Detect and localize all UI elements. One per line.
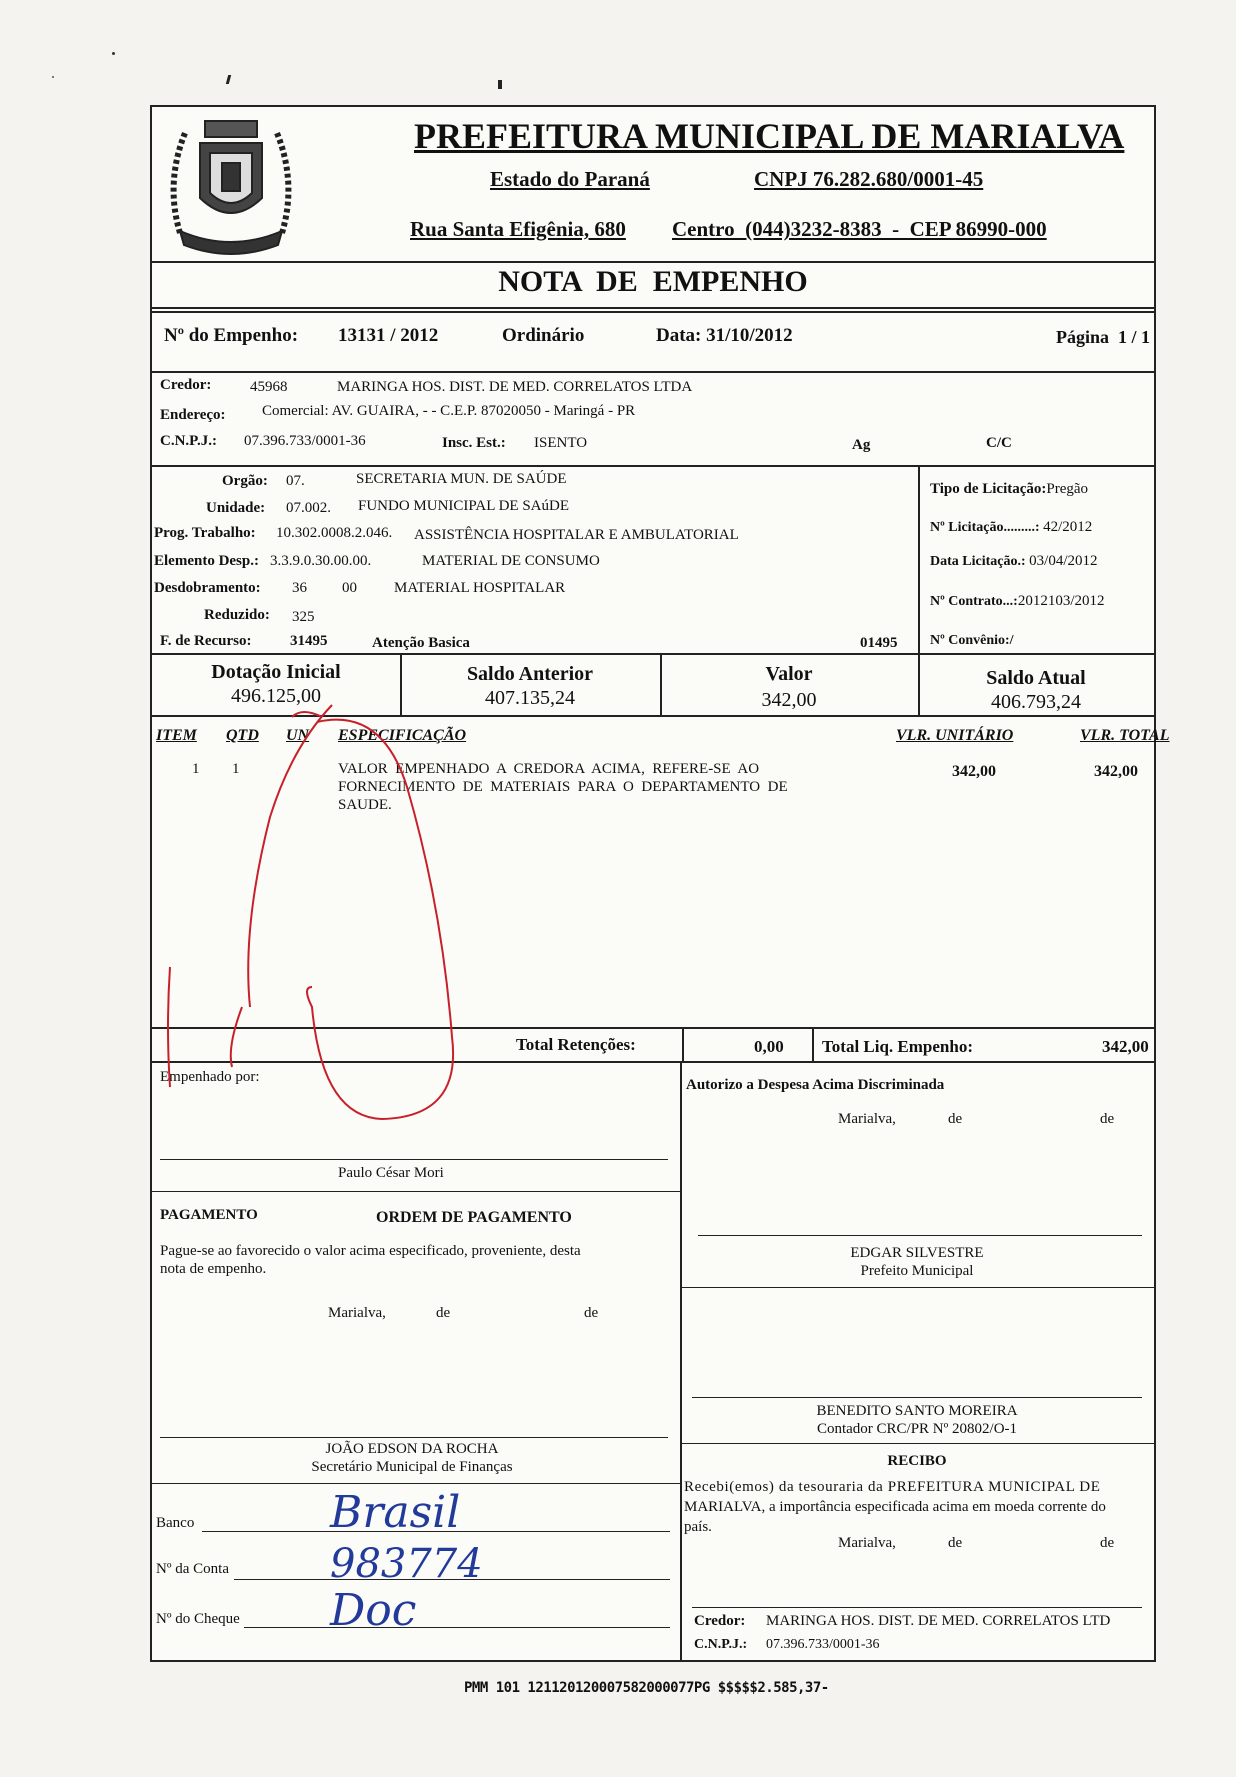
empenho-number: 13131 / 2012: [338, 325, 439, 346]
pagamento-label: PAGAMENTO: [160, 1207, 258, 1223]
row-item: 1: [192, 761, 200, 777]
prefeito-name: EDGAR SILVESTRE: [850, 1245, 984, 1261]
unidade-label: Unidade:: [206, 500, 266, 516]
desdobramento-sub: 00: [342, 580, 357, 596]
scan-speck: [52, 76, 54, 78]
row-unit-value: 342,00: [952, 763, 996, 780]
insc-value: ISENTO: [534, 435, 588, 451]
street-address: Rua Santa Efigênia, 680: [410, 217, 626, 241]
elemento-code: 3.3.9.0.30.00.00.: [270, 553, 372, 569]
creditor-address: Comercial: AV. GUAIRA, - - C.E.P. 87020050 - Maringá - PR: [262, 403, 636, 419]
document-title: NOTA DE EMPENHO: [498, 265, 808, 298]
header-valor-unitario: VLR. UNITÁRIO: [896, 727, 1014, 744]
creditor-cnpj-label: C.N.P.J.:: [160, 433, 217, 449]
liquido-value: 342,00: [1102, 1037, 1149, 1056]
unidade-code: 07.002.: [286, 500, 331, 516]
right-de-2: de: [1100, 1111, 1115, 1127]
header-qtd: QTD: [226, 727, 259, 744]
reduzido-label: Reduzido:: [204, 607, 270, 623]
scan-speck: [226, 75, 231, 84]
prog-label: Prog. Trabalho:: [154, 525, 256, 541]
header-un: UN: [286, 727, 310, 744]
saldo-atual-label: Saldo Atual: [986, 667, 1086, 689]
recibo-credor-name: MARINGA HOS. DIST. DE MED. CORRELATOS LTD: [766, 1613, 1111, 1629]
creditor-cnpj: 07.396.733/0001-36: [244, 433, 366, 449]
red-pen-ellipse-annotation: [152, 107, 1154, 1660]
desdobramento-code: 36: [292, 580, 307, 596]
empenho-date: Data: 31/10/2012: [656, 325, 793, 346]
right-marialva: Marialva,: [838, 1111, 896, 1127]
recurso-number: 01495: [860, 635, 898, 651]
prog-code: 10.302.0008.2.046.: [276, 525, 393, 541]
saldo-atual-value: 406.793,24: [991, 691, 1081, 713]
recibo-line1: Recebi(emos) da tesouraria da PREFEITURA MUNICIPAL DE: [684, 1479, 1101, 1495]
recibo-de-2: de: [1100, 1535, 1115, 1551]
creditor-label: Credor:: [160, 377, 212, 393]
scan-speck: [112, 52, 115, 55]
pague-text-line2: nota de empenho.: [160, 1261, 267, 1277]
contador-name: BENEDITO SANTO MOREIRA: [816, 1403, 1018, 1419]
recurso-name: Atenção Basica: [372, 635, 470, 651]
retencoes-label: Total Retenções:: [516, 1035, 636, 1054]
saldo-anterior-label: Saldo Anterior: [466, 663, 594, 685]
row-qtd: 1: [232, 761, 240, 777]
saldo-anterior-value: 407.135,24: [485, 687, 575, 709]
state-name: Estado do Paraná: [490, 167, 650, 191]
header-valor-total: VLR. TOTAL: [1080, 727, 1170, 744]
recibo-cnpj-value: 07.396.733/0001-36: [766, 1637, 880, 1652]
empenhado-por-label: Empenhado por:: [160, 1069, 260, 1085]
dotacao-value: 496.125,00: [231, 685, 321, 707]
row-spec-line3: SAUDE.: [338, 797, 392, 813]
address-contact: Centro (044)3232-8383 - CEP 86990-000: [672, 217, 1047, 241]
orgao-code: 07.: [286, 473, 305, 489]
recibo-title: RECIBO: [887, 1453, 947, 1469]
reduzido-value: 325: [292, 609, 315, 625]
row-spec-line2: FORNECIMENTO DE MATERIAIS PARA O DEPARTAMENTO DE: [338, 779, 788, 795]
elemento-label: Elemento Desp.:: [154, 553, 259, 569]
right-de-1: de: [948, 1111, 963, 1127]
conta-label: Nº da Conta: [156, 1561, 229, 1577]
left-de-1: de: [436, 1305, 451, 1321]
header-especificacao: ESPECIFICAÇÃO: [338, 727, 467, 744]
empenho-label: Nº do Empenho:: [164, 325, 299, 346]
scan-speck: [498, 80, 502, 89]
desdobramento-label: Desdobramento:: [154, 580, 261, 596]
banco-label: Banco: [156, 1515, 195, 1531]
secretario-title: Secretário Municipal de Finanças: [311, 1459, 513, 1475]
recibo-credor-label: Credor:: [694, 1613, 746, 1629]
valor-label: Valor: [765, 663, 813, 685]
agency-label: Ag: [852, 437, 871, 453]
prefeito-title: Prefeito Municipal: [860, 1263, 974, 1279]
prefeitura-title: PREFEITURA MUNICIPAL DE MARIALVA: [414, 116, 1125, 156]
autorizo-label: Autorizo a Despesa Acima Discriminada: [686, 1077, 945, 1093]
desdobramento-name: MATERIAL HOSPITALAR: [394, 580, 566, 596]
licitacao-tipo-label: Tipo de Licitação:Pregão: [930, 481, 1089, 497]
page-number: Página 1 / 1: [1056, 327, 1151, 347]
left-de-2: de: [584, 1305, 599, 1321]
contador-title: Contador CRC/PR Nº 20802/O-1: [816, 1421, 1018, 1437]
prog-name: ASSISTÊNCIA HOSPITALAR E AMBULATORIAL: [414, 527, 739, 543]
left-marialva: Marialva,: [328, 1305, 386, 1321]
cheque-label: Nº do Cheque: [156, 1611, 240, 1627]
orgao-label: Orgão:: [222, 473, 268, 489]
address-label: Endereço:: [160, 407, 226, 423]
recurso-code: 31495: [290, 633, 328, 649]
recibo-de-1: de: [948, 1535, 963, 1551]
liquido-label: Total Liq. Empenho:: [822, 1037, 973, 1056]
dotacao-label: Dotação Inicial: [211, 661, 341, 683]
contrato-label: Nº Contrato...:2012103/2012: [930, 593, 1105, 609]
micr-code-line: PMM 101 121120120007582000077PG $$$$$2.585,37-: [464, 1680, 829, 1696]
row-spec-line1: VALOR EMPENHADO A CREDORA ACIMA, REFERE-SE AO: [338, 761, 760, 777]
valor-value: 342,00: [761, 689, 817, 711]
recibo-line2: MARIALVA, a importância especificada acima em moeda corrente do: [684, 1499, 1106, 1515]
recibo-marialva: Marialva,: [838, 1535, 896, 1551]
row-total-value: 342,00: [1094, 763, 1138, 780]
recibo-line3: país.: [684, 1519, 712, 1535]
elemento-name: MATERIAL DE CONSUMO: [422, 553, 600, 569]
creditor-name: MARINGA HOS. DIST. DE MED. CORRELATOS LTDA: [337, 379, 693, 395]
licitacao-data-label: Data Licitação.: 03/04/2012: [930, 553, 1098, 569]
prefeitura-cnpj: CNPJ 76.282.680/0001-45: [754, 167, 984, 191]
orgao-name: SECRETARIA MUN. DE SAÚDE: [356, 471, 567, 487]
ordem-pagamento-label: ORDEM DE PAGAMENTO: [376, 1209, 572, 1226]
pague-text-line1: Pague-se ao favorecido o valor acima especificado, proveniente, desta: [160, 1243, 581, 1259]
nota-de-empenho-document: [150, 105, 1170, 1662]
convenio-label: Nº Convênio:/: [930, 633, 1014, 648]
empenhado-por-name: Paulo César Mori: [338, 1165, 444, 1181]
header-item: ITEM: [156, 727, 197, 744]
creditor-code: 45968: [250, 379, 288, 395]
secretario-name: JOÃO EDSON DA ROCHA: [325, 1441, 499, 1457]
recurso-label: F. de Recurso:: [160, 633, 252, 649]
licitacao-numero-label: Nº Licitação.........: 42/2012: [930, 519, 1093, 535]
recibo-cnpj-label: C.N.P.J.:: [694, 1637, 748, 1652]
insc-label: Insc. Est.:: [442, 435, 506, 451]
conta-handwritten: 983774: [330, 1541, 483, 1587]
empenho-type: Ordinário: [502, 325, 585, 346]
cheque-handwritten: Doc: [330, 1585, 417, 1636]
unidade-name: FUNDO MUNICIPAL DE SAúDE: [358, 498, 569, 514]
banco-handwritten: Brasil: [330, 1487, 461, 1538]
retencoes-value: 0,00: [754, 1037, 784, 1056]
account-label: C/C: [986, 435, 1012, 451]
